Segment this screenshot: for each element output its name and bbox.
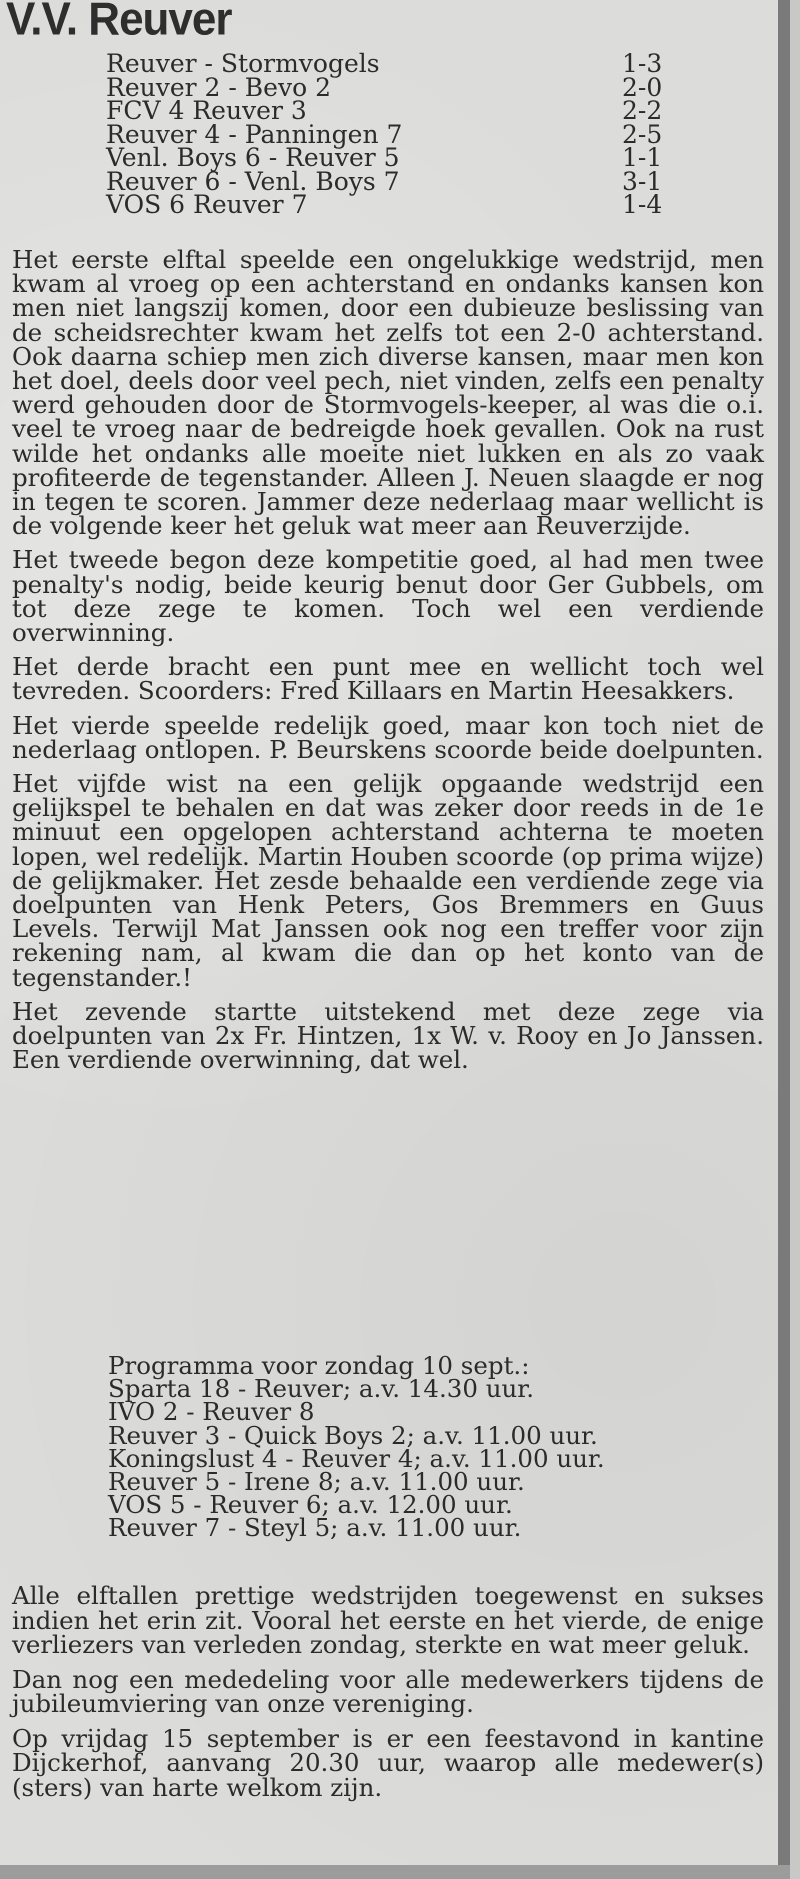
program-match: Reuver 3 - Quick Boys 2; a.v. 11.00 uur. <box>108 1420 598 1450</box>
result-score: 2-2 <box>622 96 663 125</box>
closing-section <box>12 1581 764 1810</box>
result-match: Venl. Boys 6 - Reuver 5 <box>106 143 400 172</box>
result-score: 1-1 <box>622 143 663 172</box>
paragraph-second-team: Het tweede begon deze kompetitie goed, al had men twee penalty's nodig, beide keurig benut door Ger Gubbels, om tot deze zege te komen. Toch wel een verdiende overwinning. <box>12 545 764 648</box>
result-match: FCV 4 Reuver 3 <box>106 96 307 125</box>
result-row <box>106 96 666 125</box>
result-score: 1-4 <box>622 190 663 219</box>
result-row <box>106 143 666 172</box>
program-schedule <box>108 1351 708 1543</box>
paragraph-announcement: Dan nog een mededeling voor alle medewerkers tijdens de jubileumviering van onze vereniging. <box>12 1664 764 1718</box>
result-row <box>106 49 666 78</box>
program-match: IVO 2 - Reuver 8 <box>108 1397 315 1427</box>
result-match: Reuver 2 - Bevo 2 <box>106 72 331 102</box>
bottom-edge <box>0 1865 790 1879</box>
result-score: 2-0 <box>622 72 663 102</box>
program-match: Koningslust 4 - Reuver 4; a.v. 11.00 uur. <box>108 1443 605 1473</box>
result-row <box>106 190 666 219</box>
result-match: Reuver - Stormvogels <box>106 49 380 78</box>
result-score: 1-3 <box>622 49 663 78</box>
paragraph-wishes: Alle elftallen prettige wedstrijden toegewenst en sukses indien het erin zit. Vooral het eerste en het vierde, de enige verliezers van verleden zondag, sterkte en wat meer geluk. <box>12 1581 764 1659</box>
program-match: Sparta 18 - Reuver; a.v. 14.30 uur. <box>108 1374 535 1404</box>
result-match: Reuver 6 - Venl. Boys 7 <box>106 166 400 196</box>
paragraph-fifth-sixth-team: Het vijfde wist na een gelijk opgaande wedstrijd een gelijkspel te behalen en dat was zeker door reeds in de 1e minuut een opgelopen achterstand achterna te moeten lopen, wel redelijk. Martin Houben scoorde (op prima wijze) de gelijkmaker. Het zesde behaalde een verdiende zege via doelpunten van Henk Peters, Gos Bremmers en Guus Levels. Terwijl Mat Janssen ook nog een treffer voor zijn rekening nam, al kwam die dan op het konto van de tegenstander.! <box>12 769 764 992</box>
paragraph-fourth-team: Het vierde speelde redelijk goed, maar kon toch niet de nederlaag ontlopen. P. Beurskens scoorde beide doelpunten. <box>12 710 764 764</box>
results-list <box>106 49 666 219</box>
article-body <box>12 245 764 1083</box>
result-score: 2-5 <box>622 119 663 149</box>
program-heading: Programma voor zondag 10 sept.: <box>108 1351 530 1380</box>
article-title: V.V. Reuver <box>6 0 232 46</box>
paragraph-third-team: Het derde bracht een punt mee en wellicht toch wel tevreden. Scoorders: Fred Killaars en Martin Heesakkers. <box>12 652 764 706</box>
paragraph-seventh-team: Het zevende startte uitstekend met deze zege via doelpunten van 2x Fr. Hintzen, 1x W. v. Rooy en Jo Janssen. Een verdiende overwinning, dat wel. <box>12 996 764 1075</box>
clipping-edge-shadow <box>778 0 790 1879</box>
result-match: Reuver 4 - Panningen 7 <box>106 119 403 149</box>
result-match: VOS 6 Reuver 7 <box>106 190 308 219</box>
paragraph-party: Op vrijdag 15 september is er een feestavond in kantine Dijckerhof, aanvang 20.30 uur, waarop alle medewer(s)(sters) van harte welkom zijn. <box>12 1723 764 1802</box>
paragraph-first-team: Het eerste elftal speelde een ongelukkige wedstrijd, men kwam al vroeg op een achterstand en ondanks kansen kon men niet langszij komen, door een dubieuze beslissing van de scheidsrechter kwam het zelfs tot een 2-0 achterstand. Ook daarna schiep men zich diverse kansen, maar men kon het doel, deels door veel pech, niet vinden, zelfs een penalty werd gehouden door de Stormvogels-keeper, al was die o.i. veel te vroeg naar de bedreigde hoek gevallen. Ook na rust wilde het ondanks alle moeite niet lukken en als zo vaak profiteerde de tegenstander. Alleen J. Neuen slaagde er nog in tegen te scoren. Jammer deze nederlaag maar wellicht is de volgende keer het geluk wat meer aan Reuverzijde. <box>12 245 764 541</box>
program-match: Reuver 5 - Irene 8; a.v. 11.00 uur. <box>108 1467 525 1497</box>
background-strip <box>790 0 800 1879</box>
program-match: Reuver 7 - Steyl 5; a.v. 11.00 uur. <box>108 1513 522 1543</box>
program-match: VOS 5 - Reuver 6; a.v. 12.00 uur. <box>108 1490 513 1520</box>
result-score: 3-1 <box>622 166 663 196</box>
